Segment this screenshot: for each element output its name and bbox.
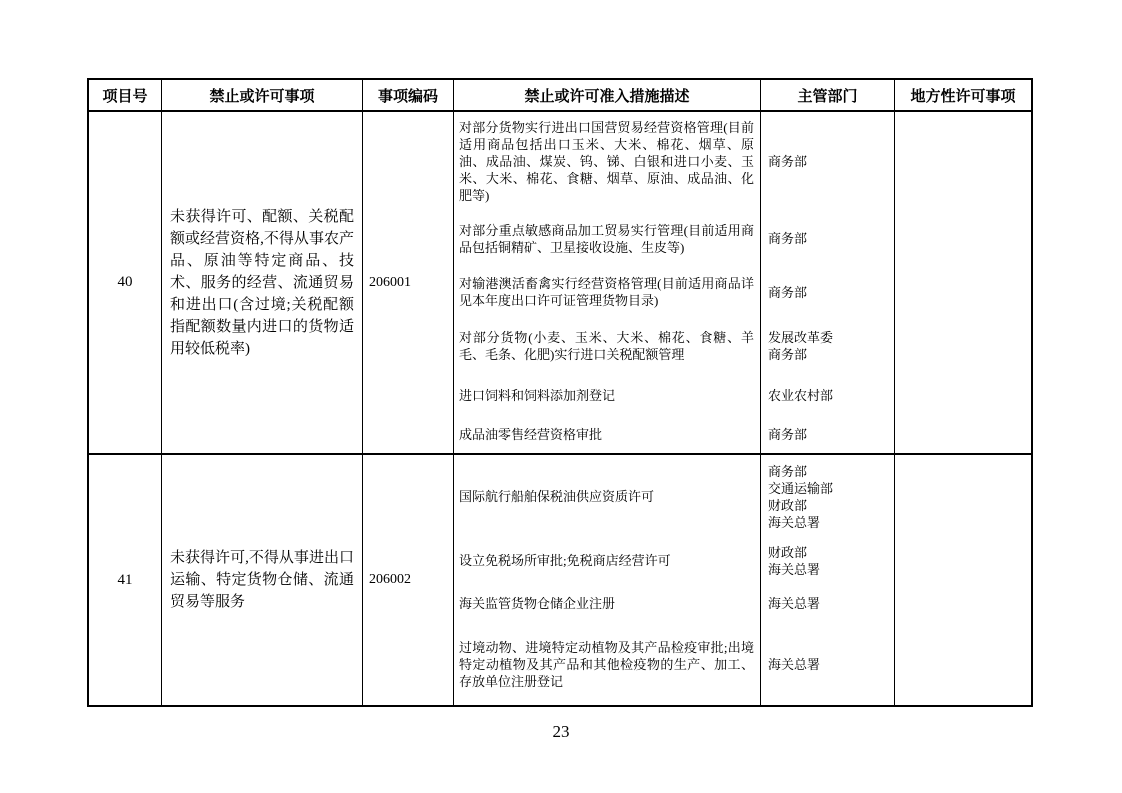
table-row <box>89 112 1031 455</box>
measure-text: 国际航行船舶保税油供应资质许可 <box>459 489 655 504</box>
permit-table <box>87 78 1033 707</box>
dept-name: 商务部 <box>768 347 808 362</box>
dept-cell <box>761 266 894 318</box>
header-code: 事项编码 <box>363 80 454 110</box>
header-measure-desc: 禁止或许可准入措施描述 <box>454 80 761 110</box>
header-matter: 禁止或许可事项 <box>162 80 363 110</box>
dept-name: 农业农村部 <box>768 387 834 403</box>
measure-text: 过境动物、进境特定动植物及其产品检疫审批;出境特定动植物及其产品和其他检疫物的生产、加工、存放单位注册登记 <box>459 639 754 689</box>
measure-desc-cell <box>454 583 761 623</box>
measure-text: 对部分货物实行进出口国营贸易经营资格管理(目前适用商品包括出口玉米、大米、棉花、烟草、原油、成品油、煤炭、钨、锑、白银和进口小麦、玉米、大米、棉花、食糖、烟草、原油、成品油、化肥等) <box>459 120 754 203</box>
table-row <box>89 455 1031 705</box>
dept-name: 商务部 <box>768 154 808 169</box>
matter-cell <box>162 112 363 453</box>
dept-name: 财政部 <box>768 544 808 560</box>
local-permit-cell <box>895 112 1031 453</box>
measure-subrow <box>454 583 894 623</box>
matter-code: 206001 <box>363 112 454 453</box>
dept-cell <box>761 112 894 211</box>
measure-text: 海关监管货物仓储企业注册 <box>459 595 616 611</box>
dept-cell <box>761 455 894 538</box>
measure-text: 对输港澳活畜禽实行经营资格管理(目前适用商品详见本年度出口许可证管理货物目录) <box>459 276 754 308</box>
dept-cell <box>761 623 894 705</box>
dept-name: 商务部 <box>768 284 808 300</box>
dept-cell <box>761 374 894 416</box>
dept-name: 交通运输部 <box>768 480 834 496</box>
dept-name: 海关总署 <box>768 561 821 577</box>
dept-name: 海关总署 <box>768 656 821 672</box>
dept-name: 商务部 <box>768 231 808 246</box>
item-number: 40 <box>89 112 162 453</box>
measures-cell <box>454 455 895 705</box>
dept-name: 发展改革委 <box>768 330 834 345</box>
dept-name: 商务部 <box>768 427 808 442</box>
measure-desc-cell <box>454 374 761 416</box>
dept-cell <box>761 538 894 583</box>
measure-desc-cell <box>454 211 761 266</box>
matter-text: 未获得许可,不得从事进出口运输、特定货物仓储、流通贸易等服务 <box>170 550 354 610</box>
measure-subrow <box>454 318 894 374</box>
measure-text: 对部分重点敏感商品加工贸易实行管理(目前适用商品包括铜精矿、卫星接收设施、生皮等) <box>459 222 754 255</box>
measure-text: 进口饲料和饲料添加剂登记 <box>459 387 616 403</box>
measure-subrow <box>454 538 894 583</box>
dept-cell <box>761 211 894 266</box>
dept-name: 海关总署 <box>768 514 821 530</box>
measure-desc-cell <box>454 112 761 211</box>
dept-name: 商务部 <box>768 463 808 479</box>
measure-desc-cell <box>454 623 761 705</box>
page-number: 23 <box>552 722 570 741</box>
measure-subrow <box>454 374 894 416</box>
measures-cell <box>454 112 895 453</box>
measure-text: 成品油零售经营资格审批 <box>459 427 603 442</box>
measure-desc-cell <box>454 266 761 318</box>
measure-desc-cell <box>454 318 761 374</box>
header-item-no: 项目号 <box>89 80 162 110</box>
measure-desc-cell <box>454 538 761 583</box>
dept-cell <box>761 416 894 453</box>
measure-text: 对部分货物(小麦、玉米、大米、棉花、食糖、羊毛、毛条、化肥)实行进口关税配额管理 <box>459 330 754 362</box>
matter-code: 206002 <box>363 455 454 705</box>
measure-subrow <box>454 266 894 318</box>
measure-subrow <box>454 112 894 211</box>
measure-desc-cell <box>454 416 761 453</box>
dept-name: 财政部 <box>768 497 808 513</box>
item-number: 41 <box>89 455 162 705</box>
dept-cell <box>761 583 894 623</box>
matter-text: 未获得许可、配额、关税配额或经营资格,不得从事农产品、原油等特定商品、技术、服务的经营、流通贸易和进出口(含过境;关税配额指配额数量内进口的货物适用较低税率) <box>170 208 354 357</box>
measure-subrow <box>454 623 894 705</box>
header-dept: 主管部门 <box>761 80 895 110</box>
header-local-permit: 地方性许可事项 <box>910 88 1016 105</box>
measure-subrow <box>454 211 894 266</box>
measure-subrow <box>454 416 894 453</box>
dept-cell <box>761 318 894 374</box>
table-header-row <box>89 80 1031 112</box>
matter-cell <box>162 455 363 705</box>
measure-desc-cell <box>454 455 761 538</box>
dept-name: 海关总署 <box>768 595 821 611</box>
measure-subrow <box>454 455 894 538</box>
local-permit-cell <box>895 455 1031 705</box>
measure-text: 设立免税场所审批;免税商店经营许可 <box>459 553 671 568</box>
